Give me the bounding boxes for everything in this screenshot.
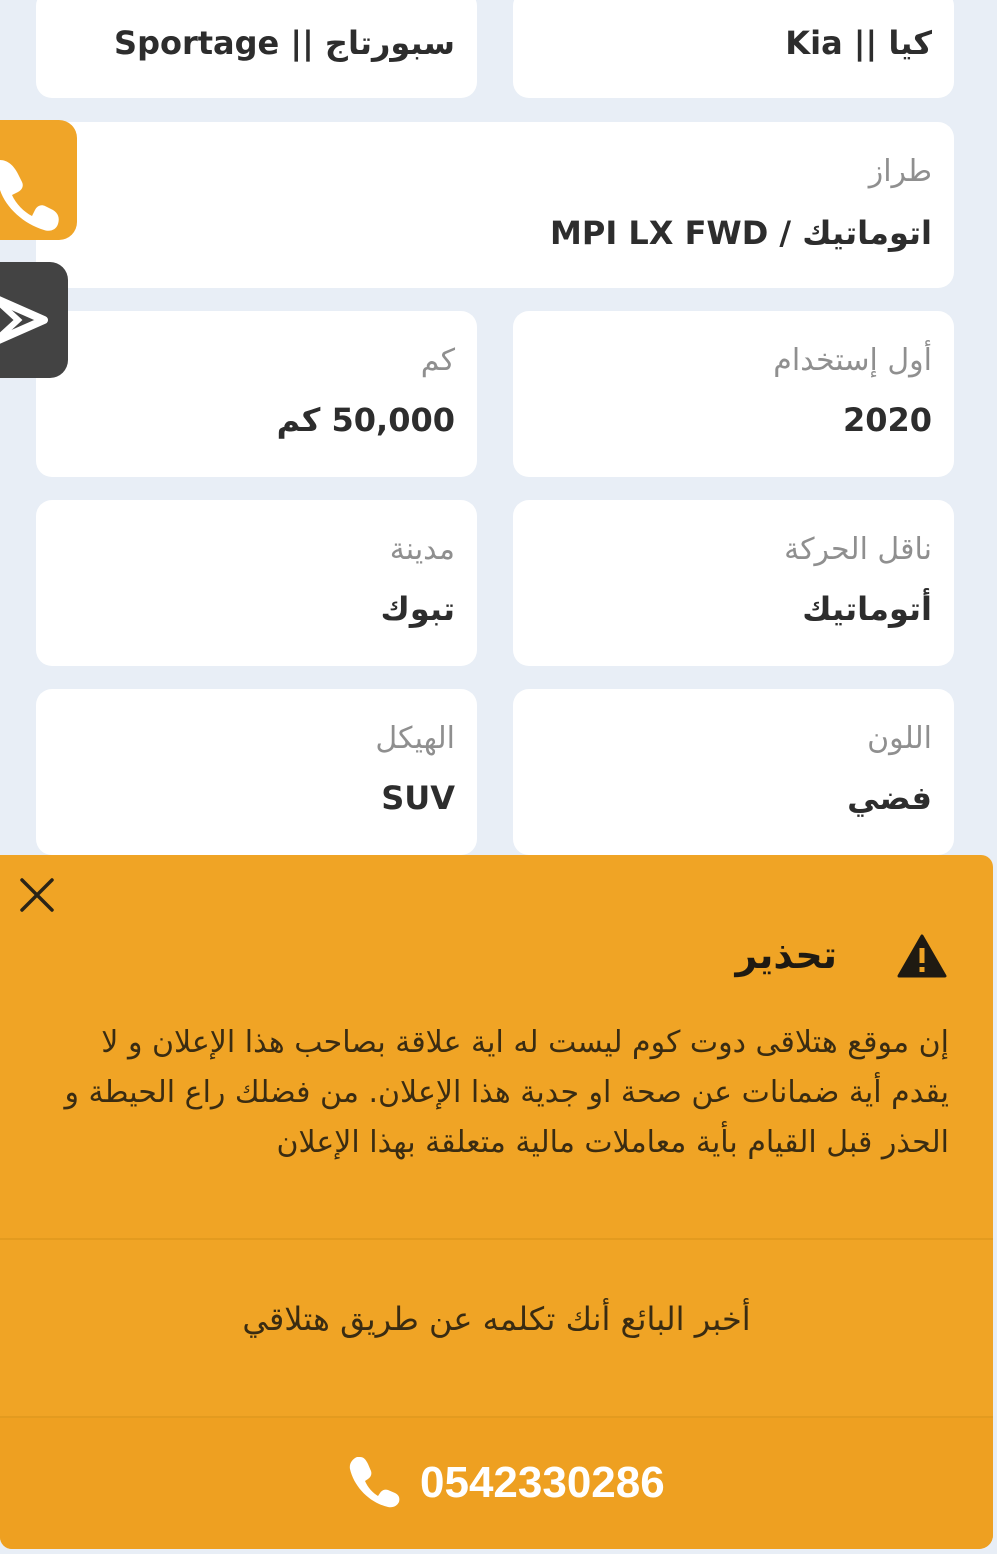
body-value: SUV <box>381 779 455 817</box>
city-label: مدينة <box>389 532 455 567</box>
model-value: سبورتاج || Sportage <box>114 24 455 62</box>
body-card <box>36 689 477 855</box>
transmission-value: أتوماتيك <box>802 590 932 628</box>
trim-label: طراز <box>868 154 932 189</box>
city-card <box>36 500 477 666</box>
tell-seller-text: أخبر البائع أنك تكلمه عن طريق هتلاقي <box>242 1300 751 1338</box>
brand-value: كيا || Kia <box>785 24 932 62</box>
phone-icon <box>0 120 77 240</box>
warning-triangle-icon <box>897 933 947 979</box>
color-card <box>513 689 954 855</box>
km-label: كم <box>420 343 455 378</box>
first-use-value: 2020 <box>842 401 932 439</box>
warning-body: إن موقع هتلاقى دوت كوم ليست له اية علاقة بصاحب هذا الإعلان و لا يقدم أية ضمانات عن صحة او جدية هذا الإعلان. من فضلك راع الحيطة و الحذر قبل القيام بأية معاملات مالية متعلقة بهذا الإعلان <box>64 1025 949 1160</box>
divider <box>0 1416 993 1418</box>
trim-card <box>36 122 954 288</box>
km-card <box>36 311 477 477</box>
transmission-label: ناقل الحركة <box>784 532 932 567</box>
body-label: الهيكل <box>375 721 455 756</box>
first-use-label: أول إستخدام <box>773 343 932 378</box>
model-card <box>36 0 477 98</box>
phone-icon <box>348 1453 404 1509</box>
city-value: تبوك <box>380 590 455 628</box>
phone-number[interactable]: 0542330286 <box>420 1458 665 1507</box>
transmission-card <box>513 500 954 666</box>
call-floating-button[interactable] <box>0 120 77 240</box>
share-floating-button[interactable] <box>0 262 68 378</box>
color-value: فضي <box>847 779 932 817</box>
warning-title: تحذير <box>735 933 837 977</box>
km-value: 50,000 كم <box>276 401 455 439</box>
first-use-card <box>513 311 954 477</box>
trim-value: اتوماتيك / MPI LX FWD <box>550 214 932 252</box>
color-label: اللون <box>867 721 932 756</box>
close-icon[interactable] <box>16 874 58 916</box>
divider <box>0 1238 993 1240</box>
share-icon <box>0 262 68 378</box>
brand-card <box>513 0 954 98</box>
